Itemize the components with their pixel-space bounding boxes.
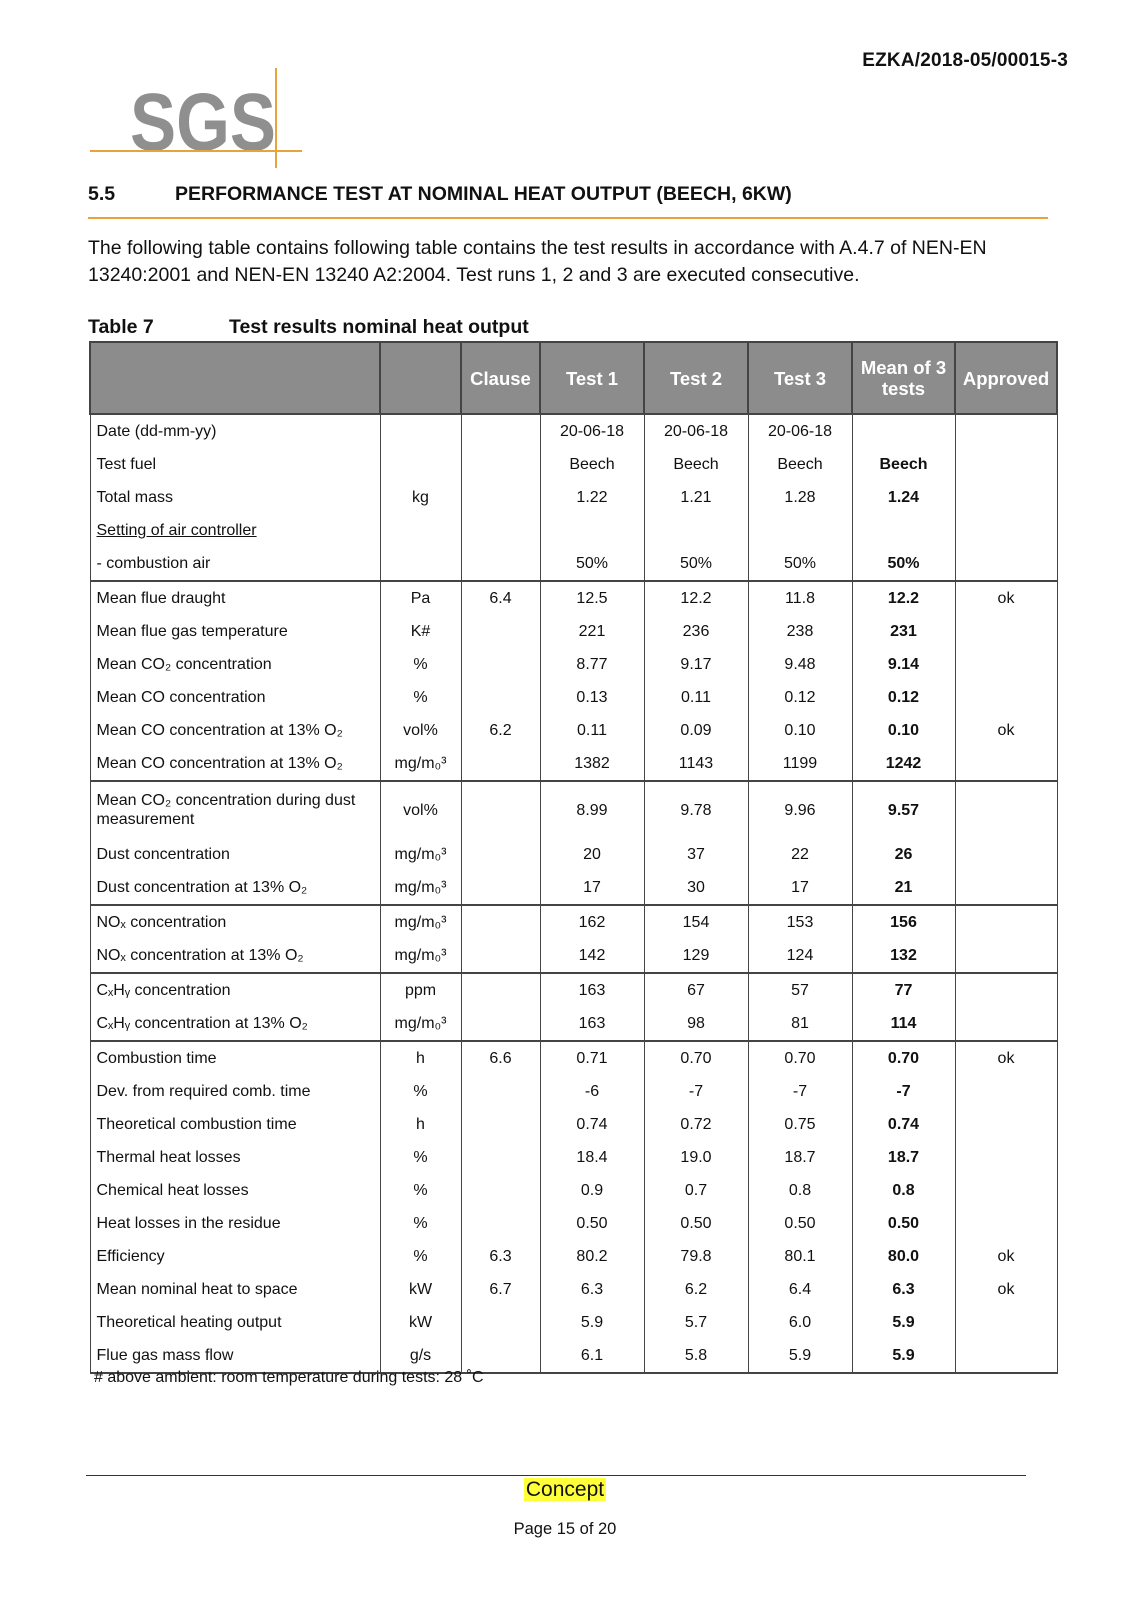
table-row — [90, 1339, 1057, 1373]
row-mean: 9.57 — [852, 781, 955, 838]
row-label: Dust concentration at 13% O₂ — [90, 871, 380, 905]
row-test-1: 80.2 — [540, 1240, 644, 1273]
row-test-2: -7 — [644, 1075, 748, 1108]
row-test-3: 81 — [748, 1007, 852, 1041]
row-test-2: 0.72 — [644, 1108, 748, 1141]
row-test-3: -7 — [748, 1075, 852, 1108]
row-label: CₓHᵧ concentration at 13% O₂ — [90, 1007, 380, 1041]
row-mean: 0.70 — [852, 1041, 955, 1075]
row-clause — [461, 681, 540, 714]
row-approved — [955, 871, 1057, 905]
row-approved — [955, 1339, 1057, 1373]
row-mean — [852, 514, 955, 547]
footnote: # above ambient: room temperature during tests: 28 ˚C — [94, 1369, 484, 1386]
row-unit: mg/m₀³ — [380, 871, 461, 905]
table-row — [90, 1174, 1057, 1207]
row-unit — [380, 514, 461, 547]
table-row — [90, 973, 1057, 1007]
row-unit: % — [380, 1240, 461, 1273]
section-heading — [88, 183, 1048, 219]
row-test-1: 6.3 — [540, 1273, 644, 1306]
table-caption-number: Table 7 — [88, 316, 154, 338]
header-test-2: Test 2 — [644, 342, 748, 414]
row-clause — [461, 781, 540, 838]
concept-label — [0, 1478, 1130, 1502]
table-caption — [88, 316, 529, 339]
row-test-2: 9.78 — [644, 781, 748, 838]
row-mean: 6.3 — [852, 1273, 955, 1306]
row-approved — [955, 615, 1057, 648]
row-test-1: 163 — [540, 973, 644, 1007]
row-test-2: 12.2 — [644, 581, 748, 615]
row-test-2: 236 — [644, 615, 748, 648]
row-test-3: 22 — [748, 838, 852, 871]
table-row — [90, 939, 1057, 973]
row-clause — [461, 1174, 540, 1207]
row-unit — [380, 547, 461, 581]
row-approved: ok — [955, 1273, 1057, 1306]
row-test-1: 20-06-18 — [540, 414, 644, 448]
row-unit: kW — [380, 1273, 461, 1306]
table-row — [90, 547, 1057, 581]
row-label: Mean CO concentration at 13% O₂ — [90, 747, 380, 781]
row-test-2: 20-06-18 — [644, 414, 748, 448]
row-label: Mean CO₂ concentration during dust measurement — [90, 781, 380, 838]
row-unit: h — [380, 1041, 461, 1075]
row-approved — [955, 1174, 1057, 1207]
row-test-3: 18.7 — [748, 1141, 852, 1174]
row-mean: 21 — [852, 871, 955, 905]
row-test-1: 0.9 — [540, 1174, 644, 1207]
row-approved — [955, 481, 1057, 514]
row-label: Mean CO concentration — [90, 681, 380, 714]
row-test-3: 80.1 — [748, 1240, 852, 1273]
row-test-2: 1143 — [644, 747, 748, 781]
row-unit: mg/m₀³ — [380, 747, 461, 781]
row-test-2: 67 — [644, 973, 748, 1007]
row-unit: kW — [380, 1306, 461, 1339]
table-row — [90, 1240, 1057, 1273]
row-label: - combustion air — [90, 547, 380, 581]
row-test-3: 0.12 — [748, 681, 852, 714]
row-test-3: 9.96 — [748, 781, 852, 838]
row-unit: Pa — [380, 581, 461, 615]
row-unit: mg/m₀³ — [380, 905, 461, 939]
row-test-3: 0.8 — [748, 1174, 852, 1207]
row-test-3: 9.48 — [748, 648, 852, 681]
row-test-1: 8.77 — [540, 648, 644, 681]
row-unit — [380, 448, 461, 481]
row-test-3: 50% — [748, 547, 852, 581]
row-test-3: 0.10 — [748, 714, 852, 747]
row-test-2: 1.21 — [644, 481, 748, 514]
row-clause — [461, 481, 540, 514]
table-row — [90, 838, 1057, 871]
table-row — [90, 1007, 1057, 1041]
row-label: Mean CO concentration at 13% O₂ — [90, 714, 380, 747]
document-reference: EZKA/2018-05/00015-3 — [862, 50, 1068, 71]
table-row — [90, 1041, 1057, 1075]
row-mean: 0.74 — [852, 1108, 955, 1141]
svg-text:SGS: SGS — [130, 77, 276, 168]
table-row — [90, 1108, 1057, 1141]
row-test-1: Beech — [540, 448, 644, 481]
row-test-1: 12.5 — [540, 581, 644, 615]
row-approved — [955, 905, 1057, 939]
row-label: Combustion time — [90, 1041, 380, 1075]
row-test-2: 0.11 — [644, 681, 748, 714]
row-label: Dev. from required comb. time — [90, 1075, 380, 1108]
row-clause — [461, 1108, 540, 1141]
row-label-text: Setting of air controller — [96, 521, 257, 539]
row-test-1: 20 — [540, 838, 644, 871]
row-approved — [955, 514, 1057, 547]
row-clause — [461, 1207, 540, 1240]
row-mean: 5.9 — [852, 1306, 955, 1339]
row-mean: 1.24 — [852, 481, 955, 514]
row-mean: 18.7 — [852, 1141, 955, 1174]
row-test-2: 0.70 — [644, 1041, 748, 1075]
row-unit: ppm — [380, 973, 461, 1007]
row-clause — [461, 838, 540, 871]
row-unit: h — [380, 1108, 461, 1141]
row-test-1: 0.50 — [540, 1207, 644, 1240]
row-clause: 6.2 — [461, 714, 540, 747]
row-test-2 — [644, 514, 748, 547]
row-approved — [955, 781, 1057, 838]
row-clause: 6.6 — [461, 1041, 540, 1075]
sgs-logo — [90, 68, 312, 172]
row-test-3: 11.8 — [748, 581, 852, 615]
row-test-1: 163 — [540, 1007, 644, 1041]
row-clause — [461, 747, 540, 781]
row-mean: 9.14 — [852, 648, 955, 681]
row-test-2: 98 — [644, 1007, 748, 1041]
row-mean: 231 — [852, 615, 955, 648]
table-row — [90, 615, 1057, 648]
row-mean: 114 — [852, 1007, 955, 1041]
row-clause — [461, 1007, 540, 1041]
row-test-2: 50% — [644, 547, 748, 581]
row-unit: % — [380, 1141, 461, 1174]
row-mean: 132 — [852, 939, 955, 973]
row-test-3: 6.0 — [748, 1306, 852, 1339]
row-mean: 0.50 — [852, 1207, 955, 1240]
row-label: Dust concentration — [90, 838, 380, 871]
row-test-2: 0.7 — [644, 1174, 748, 1207]
row-mean: 50% — [852, 547, 955, 581]
row-clause — [461, 615, 540, 648]
row-label: Total mass — [90, 481, 380, 514]
row-unit: % — [380, 681, 461, 714]
table-row — [90, 714, 1057, 747]
row-test-3: 17 — [748, 871, 852, 905]
table-header-row — [90, 342, 1057, 414]
row-test-2: 154 — [644, 905, 748, 939]
table-row — [90, 871, 1057, 905]
row-clause — [461, 905, 540, 939]
row-approved: ok — [955, 581, 1057, 615]
row-unit: K# — [380, 615, 461, 648]
row-unit: vol% — [380, 781, 461, 838]
row-label: Test fuel — [90, 448, 380, 481]
row-test-1: 1382 — [540, 747, 644, 781]
table-row — [90, 1306, 1057, 1339]
row-label: Mean flue gas temperature — [90, 615, 380, 648]
row-mean — [852, 414, 955, 448]
row-test-1: 0.71 — [540, 1041, 644, 1075]
row-unit: % — [380, 1075, 461, 1108]
row-clause: 6.3 — [461, 1240, 540, 1273]
table-row — [90, 905, 1057, 939]
row-mean: 80.0 — [852, 1240, 955, 1273]
row-test-3: 153 — [748, 905, 852, 939]
row-mean: -7 — [852, 1075, 955, 1108]
row-approved — [955, 1007, 1057, 1041]
row-approved: ok — [955, 1240, 1057, 1273]
row-label: Flue gas mass flow — [90, 1339, 380, 1373]
table-row — [90, 414, 1057, 448]
row-label: Date (dd-mm-yy) — [90, 414, 380, 448]
table-row — [90, 514, 1057, 547]
row-approved — [955, 648, 1057, 681]
row-test-3: 1199 — [748, 747, 852, 781]
page-number: Page 15 of 20 — [513, 1520, 617, 1538]
row-approved — [955, 747, 1057, 781]
row-mean: 0.8 — [852, 1174, 955, 1207]
row-approved — [955, 448, 1057, 481]
row-test-3: 0.70 — [748, 1041, 852, 1075]
row-approved — [955, 939, 1057, 973]
row-approved — [955, 414, 1057, 448]
row-test-3: 238 — [748, 615, 852, 648]
row-approved: ok — [955, 1041, 1057, 1075]
row-label — [90, 514, 380, 547]
row-mean: 156 — [852, 905, 955, 939]
header-clause: Clause — [461, 342, 540, 414]
row-unit: % — [380, 1174, 461, 1207]
row-test-3: 57 — [748, 973, 852, 1007]
footer-divider — [86, 1475, 1026, 1476]
row-label: Theoretical combustion time — [90, 1108, 380, 1141]
row-test-1 — [540, 514, 644, 547]
row-test-2: 79.8 — [644, 1240, 748, 1273]
row-clause — [461, 514, 540, 547]
header-unit — [380, 342, 461, 414]
row-label: Mean flue draught — [90, 581, 380, 615]
row-clause — [461, 871, 540, 905]
row-test-2: 5.8 — [644, 1339, 748, 1373]
row-test-2: 30 — [644, 871, 748, 905]
table-row — [90, 1075, 1057, 1108]
row-approved — [955, 1075, 1057, 1108]
results-table — [89, 341, 1058, 1374]
row-approved — [955, 973, 1057, 1007]
table-row — [90, 781, 1057, 838]
row-unit: mg/m₀³ — [380, 838, 461, 871]
row-unit: vol% — [380, 714, 461, 747]
table-row — [90, 581, 1057, 615]
row-mean: 12.2 — [852, 581, 955, 615]
row-test-3: 5.9 — [748, 1339, 852, 1373]
row-test-3 — [748, 514, 852, 547]
row-unit: g/s — [380, 1339, 461, 1373]
row-test-2: Beech — [644, 448, 748, 481]
header-test-3: Test 3 — [748, 342, 852, 414]
row-clause — [461, 547, 540, 581]
row-clause — [461, 414, 540, 448]
row-approved — [955, 681, 1057, 714]
row-test-3: 1.28 — [748, 481, 852, 514]
row-test-1: 0.13 — [540, 681, 644, 714]
table-row — [90, 681, 1057, 714]
row-approved — [955, 547, 1057, 581]
row-test-2: 0.50 — [644, 1207, 748, 1240]
concept-highlight: Concept — [525, 1478, 605, 1501]
row-clause: 6.7 — [461, 1273, 540, 1306]
row-unit: % — [380, 648, 461, 681]
row-label: Heat losses in the residue — [90, 1207, 380, 1240]
header-label — [90, 342, 380, 414]
row-mean: 26 — [852, 838, 955, 871]
row-test-2: 9.17 — [644, 648, 748, 681]
intro-paragraph: The following table contains following table contains the test results in accordance with A.4.7 of NEN-EN 13240:2001 and NEN-EN 13240 A2:2004. Test runs 1, 2 and 3 are executed consecutive. — [88, 237, 987, 286]
row-clause — [461, 939, 540, 973]
row-unit: mg/m₀³ — [380, 939, 461, 973]
table-row — [90, 448, 1057, 481]
row-label: NOₓ concentration — [90, 905, 380, 939]
row-test-3: 124 — [748, 939, 852, 973]
row-clause — [461, 648, 540, 681]
row-unit: % — [380, 1207, 461, 1240]
table-row — [90, 1141, 1057, 1174]
row-clause: 6.4 — [461, 581, 540, 615]
row-test-2: 37 — [644, 838, 748, 871]
row-test-3: Beech — [748, 448, 852, 481]
row-approved — [955, 1108, 1057, 1141]
table-row — [90, 1273, 1057, 1306]
row-clause — [461, 1141, 540, 1174]
row-label: NOₓ concentration at 13% O₂ — [90, 939, 380, 973]
row-test-1: 6.1 — [540, 1339, 644, 1373]
row-approved — [955, 838, 1057, 871]
row-label: Thermal heat losses — [90, 1141, 380, 1174]
row-label: Chemical heat losses — [90, 1174, 380, 1207]
row-clause — [461, 1339, 540, 1373]
row-test-1: 142 — [540, 939, 644, 973]
row-test-3: 20-06-18 — [748, 414, 852, 448]
row-mean: 1242 — [852, 747, 955, 781]
header-test-1: Test 1 — [540, 342, 644, 414]
row-unit: mg/m₀³ — [380, 1007, 461, 1041]
row-mean: 5.9 — [852, 1339, 955, 1373]
row-test-2: 129 — [644, 939, 748, 973]
row-test-2: 19.0 — [644, 1141, 748, 1174]
row-unit: kg — [380, 481, 461, 514]
row-approved — [955, 1306, 1057, 1339]
row-test-1: 5.9 — [540, 1306, 644, 1339]
row-mean: Beech — [852, 448, 955, 481]
row-mean: 0.12 — [852, 681, 955, 714]
row-test-3: 0.50 — [748, 1207, 852, 1240]
row-approved — [955, 1141, 1057, 1174]
row-label: Efficiency — [90, 1240, 380, 1273]
row-test-2: 5.7 — [644, 1306, 748, 1339]
row-test-1: 221 — [540, 615, 644, 648]
row-approved: ok — [955, 714, 1057, 747]
row-test-1: -6 — [540, 1075, 644, 1108]
row-clause — [461, 1075, 540, 1108]
row-test-1: 17 — [540, 871, 644, 905]
section-title: PERFORMANCE TEST AT NOMINAL HEAT OUTPUT (BEECH, 6KW) — [175, 183, 792, 205]
row-clause — [461, 448, 540, 481]
table-row — [90, 747, 1057, 781]
row-clause — [461, 973, 540, 1007]
row-test-1: 0.11 — [540, 714, 644, 747]
row-label: Mean CO₂ concentration — [90, 648, 380, 681]
section-number: 5.5 — [88, 183, 116, 205]
header-mean: Mean of 3 tests — [852, 342, 955, 414]
table-row — [90, 648, 1057, 681]
header-approved: Approved — [955, 342, 1057, 414]
table-row — [90, 1207, 1057, 1240]
row-test-1: 162 — [540, 905, 644, 939]
row-test-1: 1.22 — [540, 481, 644, 514]
row-approved — [955, 1207, 1057, 1240]
row-test-2: 6.2 — [644, 1273, 748, 1306]
row-label: CₓHᵧ concentration — [90, 973, 380, 1007]
row-clause — [461, 1306, 540, 1339]
row-mean: 0.10 — [852, 714, 955, 747]
row-unit — [380, 414, 461, 448]
row-label: Theoretical heating output — [90, 1306, 380, 1339]
table-caption-title: Test results nominal heat output — [229, 316, 529, 338]
table-row — [90, 481, 1057, 514]
row-test-1: 50% — [540, 547, 644, 581]
row-test-1: 18.4 — [540, 1141, 644, 1174]
row-test-1: 0.74 — [540, 1108, 644, 1141]
row-test-3: 6.4 — [748, 1273, 852, 1306]
row-test-3: 0.75 — [748, 1108, 852, 1141]
row-test-2: 0.09 — [644, 714, 748, 747]
row-test-1: 8.99 — [540, 781, 644, 838]
row-label: Mean nominal heat to space — [90, 1273, 380, 1306]
row-mean: 77 — [852, 973, 955, 1007]
